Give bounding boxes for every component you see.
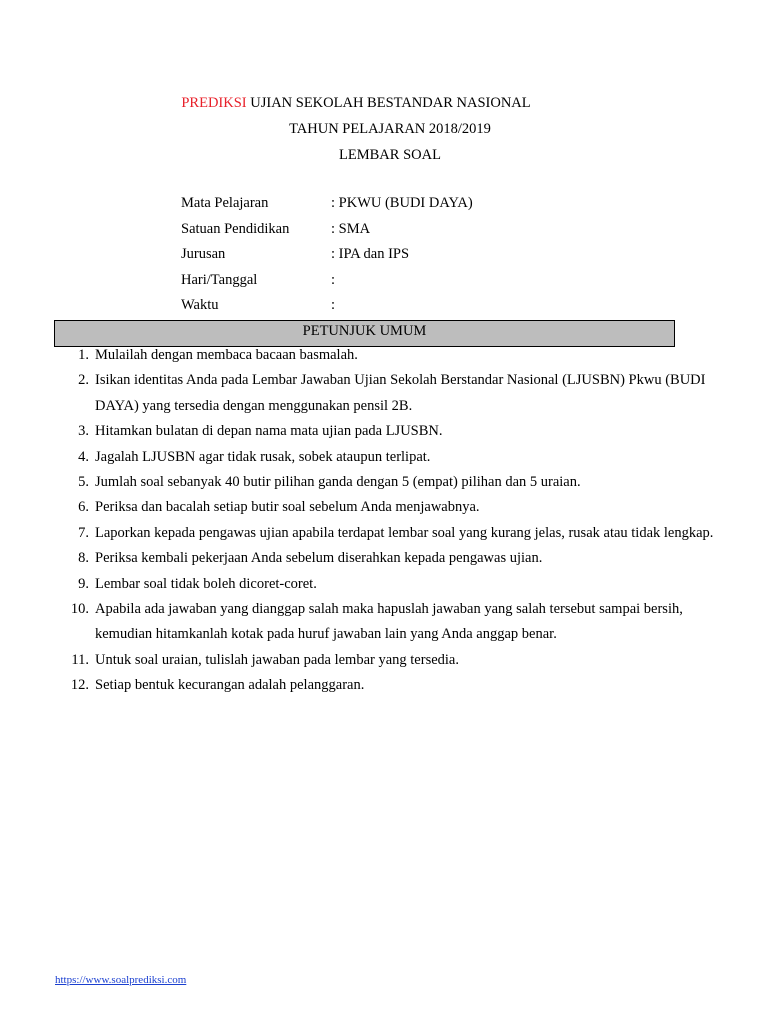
- item-text: Laporkan kepada pengawas ujian apabila terdapat lembar soal yang kurang jelas, rusak atau tidak lengkap.: [95, 524, 714, 541]
- item-number: 8.: [78, 550, 89, 567]
- list-item: [40, 470, 720, 495]
- item-number: 2.: [78, 372, 89, 389]
- academic-year: TAHUN PELAJARAN 2018/2019: [289, 121, 491, 137]
- list-item: [40, 368, 720, 419]
- item-text: Mulailah dengan membaca bacaan basmalah.: [95, 347, 358, 363]
- info-label: Mata Pelajaran: [181, 195, 269, 211]
- exam-info: [181, 193, 473, 321]
- item-number: 3.: [78, 423, 89, 440]
- info-value: :: [331, 271, 336, 288]
- item-text: Jumlah soal sebanyak 40 butir pilihan ganda dengan 5 (empat) pilihan dan 5 uraian.: [95, 474, 581, 491]
- list-item: [40, 521, 720, 546]
- list-item: [40, 419, 720, 444]
- info-value: : IPA dan IPS: [331, 246, 410, 262]
- item-number: 9.: [78, 575, 89, 592]
- item-text: Isikan identitas Anda pada Lembar Jawaban Ujian Sekolah Berstandar Nasional (LJUSBN) Pkwu (BUDI DAYA) yang tersedia dengan menggunakan pensil 2B.: [95, 372, 706, 414]
- general-instructions-header: PETUNJUK UMUM: [54, 320, 675, 347]
- item-text: Periksa kembali pekerjaan Anda sebelum diserahkan kepada pengawas ujian.: [95, 550, 543, 567]
- item-number: 12.: [70, 677, 89, 694]
- list-item: [40, 495, 720, 520]
- list-item: [40, 572, 720, 597]
- list-item: [40, 445, 720, 470]
- item-text: Periksa dan bacalah setiap butir soal sebelum Anda menjawabnya.: [95, 499, 480, 516]
- item-number: 7.: [78, 524, 89, 541]
- info-row-time: [181, 295, 473, 321]
- info-value: : SMA: [331, 220, 371, 237]
- list-item: [40, 673, 720, 698]
- info-row-subject: [181, 193, 473, 219]
- info-row-major: [181, 244, 473, 270]
- list-item: [40, 343, 720, 368]
- item-number: 10.: [70, 601, 89, 618]
- item-number: 5.: [78, 474, 89, 491]
- list-item: [40, 546, 720, 571]
- info-label: Hari/Tanggal: [181, 271, 258, 288]
- item-text: Setiap bentuk kecurangan adalah pelanggaran.: [95, 677, 365, 694]
- item-text: Lembar soal tidak boleh dicoret-coret.: [95, 575, 317, 592]
- item-text: Apabila ada jawaban yang dianggap salah maka hapuslah jawaban yang salah tersebut sampai bersih, kemudian hitamkanlah kotak pada huruf jawaban lain yang Anda anggap benar.: [95, 601, 683, 643]
- info-value: : PKWU (BUDI DAYA): [331, 195, 473, 211]
- item-text: Hitamkan bulatan di depan nama mata ujian pada LJUSBN.: [95, 423, 443, 440]
- info-row-date: [181, 270, 473, 296]
- info-label: Jurusan: [181, 246, 226, 262]
- title-rest: UJIAN SEKOLAH BESTANDAR NASIONAL: [246, 95, 531, 111]
- info-label: Waktu: [181, 297, 219, 313]
- item-number: 6.: [78, 499, 89, 516]
- website-link[interactable]: https://www.soalprediksi.com: [55, 974, 187, 986]
- info-row-school: [181, 219, 473, 245]
- item-text: Untuk soal uraian, tulislah jawaban pada lembar yang tersedia.: [95, 651, 459, 668]
- list-item: [40, 648, 720, 673]
- list-item: [40, 597, 720, 648]
- item-number: 1.: [78, 347, 89, 363]
- item-number: 4.: [78, 448, 89, 465]
- item-text: Jagalah LJUSBN agar tidak rusak, sobek ataupun terlipat.: [95, 448, 431, 465]
- info-label: Satuan Pendidikan: [181, 220, 290, 237]
- title-prediksi: PREDIKSI: [181, 95, 247, 111]
- document-title: [0, 93, 712, 113]
- item-number: 11.: [71, 651, 89, 668]
- info-value: :: [331, 297, 336, 313]
- instruction-list: [40, 343, 720, 699]
- sheet-title: LEMBAR SOAL: [339, 147, 441, 163]
